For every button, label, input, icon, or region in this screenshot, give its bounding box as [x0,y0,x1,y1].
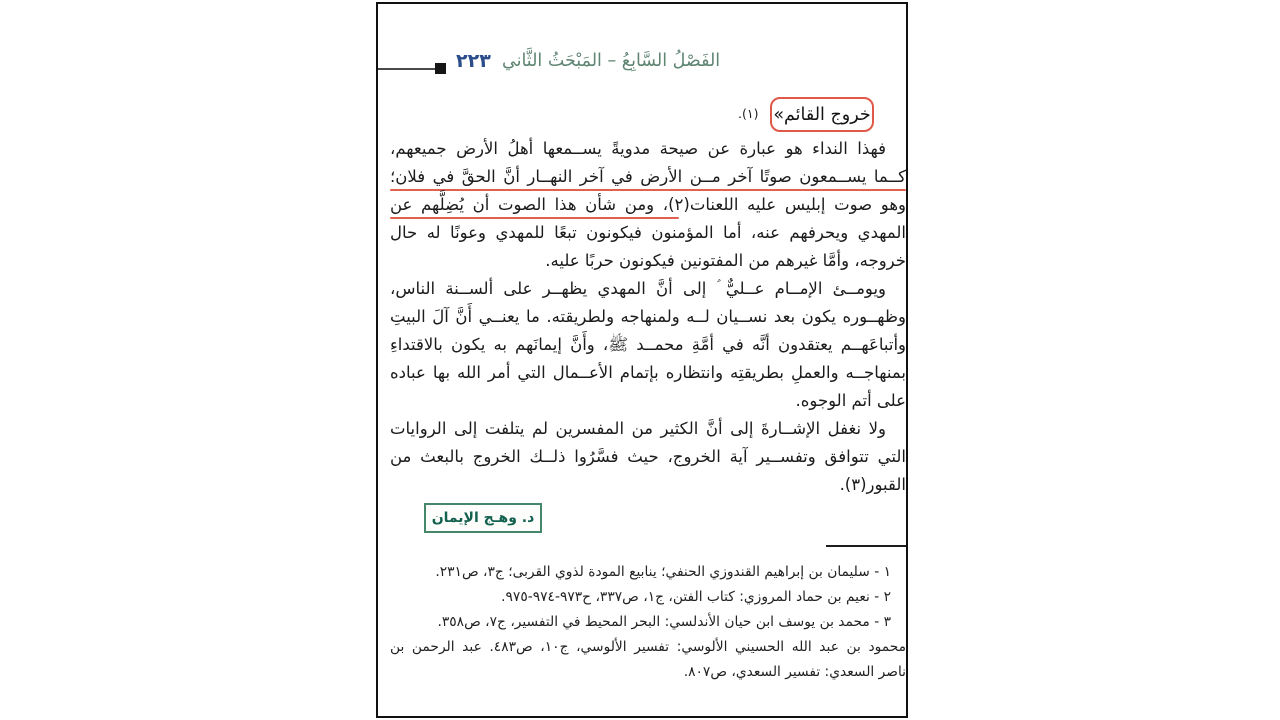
body-line [390,247,906,275]
body-line-text: فهذا النداء هو عبارة عن صيحة مدويةً يســمعها أهلُ الأرض جميعهم، [390,139,886,158]
body-line [390,443,906,471]
body-line [390,359,906,387]
body-line-text: ويومــئ الإمــام عــليٌّ ؑ إلى أنَّ المهدي يظهــر على ألســنة الناس، [390,279,886,298]
body-line [390,387,906,415]
page-number: ٢٢٣ [456,50,491,72]
page-header [378,48,906,84]
reviewer-stamp [424,503,542,533]
footnote-line: ناصر السعدي: تفسير السعدي، ص٨٠٧. [683,664,906,680]
body-line [390,219,906,247]
header-rule [378,68,435,70]
body-line [390,163,906,191]
body-line-text: خروجه، وأمَّا غيرهم من المفتونين فيكونون حربًا عليه. [545,251,906,270]
boxed-heading-text: خروج القائم» [773,104,871,125]
body-line [390,275,906,303]
body-line-text: كــما يســمعون صوتًا آخر مــن الأرض في آخر النهــار أنَّ الحقَّ في فلان؛ [390,167,906,186]
body-line [390,471,906,499]
chapter-title: الفَصْلُ السَّابِعُ – المَبْحَثُ الثَّاني [502,51,721,71]
body-line-text: وأتباعَهــم يعتقدون أنَّه في أمَّةِ محمــد ﷺ، وأَنَّ إيمانَهم به يكون بالاقتداءِ [390,335,906,354]
footnote-line: ١ - سليمان بن إبراهيم القندوزي الحنفي؛ ينابيع المودة لذوي القربى؛ ج٣، ص٢٣١. [435,564,891,580]
header-square-bullet-icon [435,63,446,74]
heading-footnote-ref: (١). [738,106,759,121]
red-annotation-box [770,97,874,132]
body-line [390,331,906,359]
body-line-text: ولا نغفل الإشــارةَ إلى أنَّ الكثير من المفسرين لم يتلفت إلى الروايات [390,419,886,438]
footnotes [390,560,906,685]
body-line-text: التي تتوافق وتفســير آية الخروج، حيث فسَّرُوا ذلــك الخروج بالبعث من [390,447,906,466]
body-line [390,303,906,331]
body-line-text: وهو صوت إبليس عليه اللعنات(٢)، ومن شأن هذا الصوت أن يُضِلَّهم عن [390,195,907,214]
reviewer-stamp-text: د. وهـج الإيمان [431,510,535,526]
book-page [376,2,908,718]
body-line [390,415,906,443]
footnote-line: ٢ - نعيم بن حماد المروزي: كتاب الفتن، ج١، ص٣٣٧، ح٩٧٣-٩٧٤-٩٧٥. [501,589,891,605]
body-line-text: وظهــوره يكون بعد نســيان لــه ولمنهاجه ولطريقته. ما يعنــي أَنَّ آلَ البيتِ [390,307,906,326]
body-line [390,135,906,163]
body-line [390,191,906,219]
footnote-line: ٣ - محمد بن يوسف ابن حيان الأندلسي: البحر المحيط في التفسير، ج٧، ص٣٥٨. [437,614,891,630]
body-line-text: القبور(٣). [839,475,906,494]
footnote-line: محمود بن عبد الله الحسيني الألوسي: تفسير الألوسي، ج١٠، ص٤٨٣. عبد الرحمن بن [390,639,906,655]
body-line-text: على أتم الوجوه. [795,391,906,410]
body-line-text: المهدي ويحرفهم عنه، أما المؤمنون فيكونون تبعًا للمهدي وعونًا له حال [390,223,906,242]
body-text [390,135,906,499]
footnote-separator [826,545,906,547]
body-line-text: بمنهاجــه والعملِ بطريقتِه وانتظاره بإتمام الأعــمال التي أمر الله بها عباده [390,363,906,382]
